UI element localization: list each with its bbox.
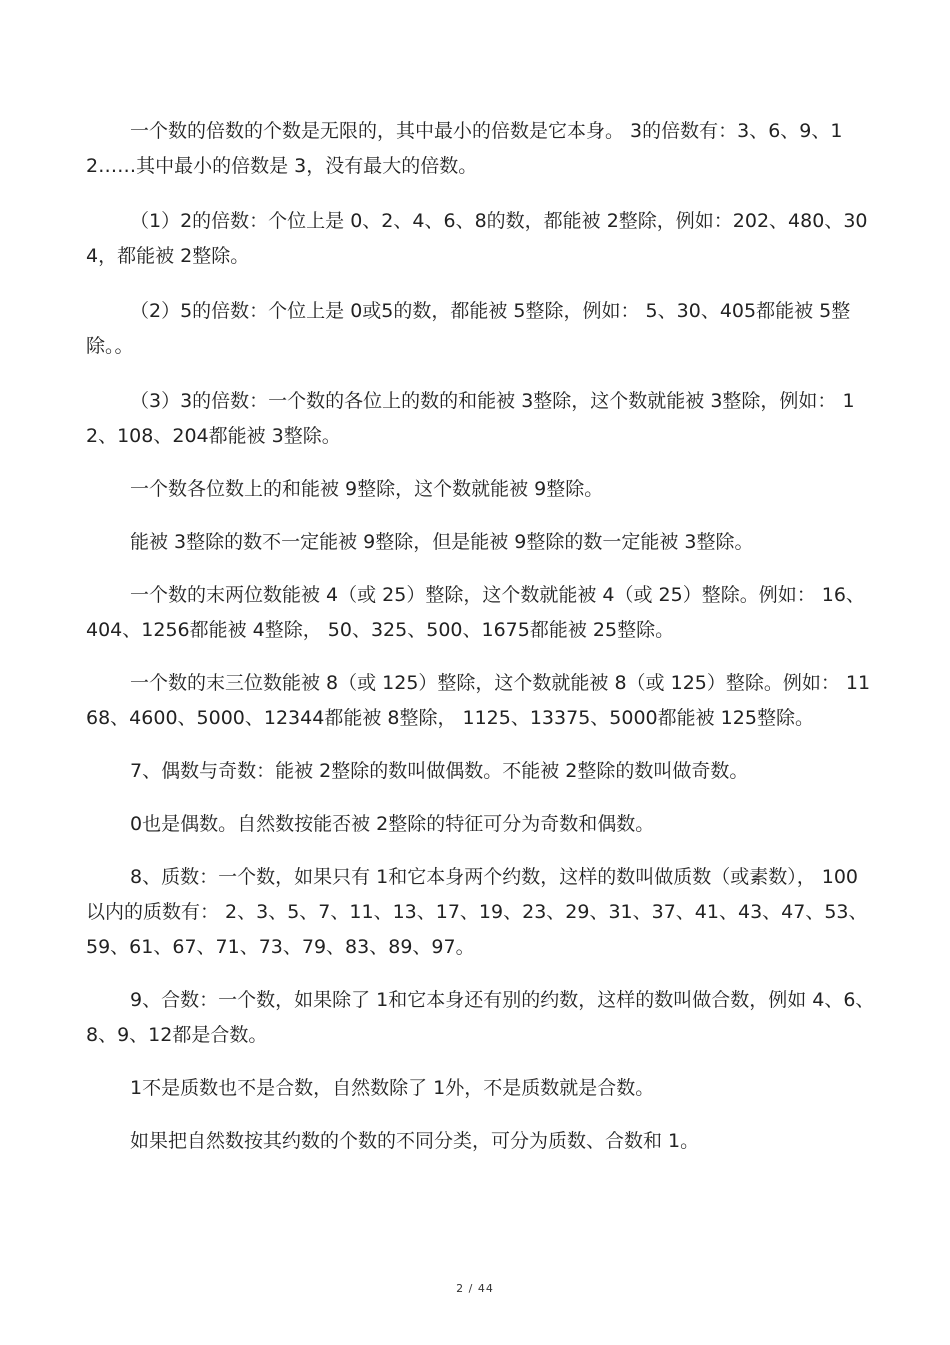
paragraph-divisible-by-4-or-25: 一个数的末两位数能被 4（或 25）整除，这个数就能被 4（或 25）整除。例如： 16、404、1256都能被 4整除， 50、325、500、1675都能被 25整除。	[86, 584, 865, 641]
paragraph-prime-numbers: 8、质数：一个数，如果只有 1和它本身两个约数，这样的数叫做质数（或素数）， 100以内的质数有： 2、3、5、7、11、13、17、19、23、29、31、37、41、43、47、53、59、61、67、71、73、79、83、89、97。	[86, 866, 868, 958]
paragraph-multiples-of-3: （3）3的倍数：一个数的各位上的数的和能被 3整除，这个数就能被 3整除，例如： 12、108、204都能被 3整除。	[86, 390, 855, 447]
paragraph-multiples-of-2: （1）2的倍数：个位上是 0、2、4、6、8的数，都能被 2整除，例如：202、480、304，都能被 2整除。	[86, 210, 868, 267]
paragraph-divisible-by-8-or-125: 一个数的末三位数能被 8（或 125）整除，这个数就能被 8（或 125）整除。例如： 1168、4600、5000、12344都能被 8整除， 1125、13375、5000都能被 125整除。	[86, 672, 871, 729]
document-body	[86, 114, 876, 1159]
paragraph-composite-numbers: 9、合数：一个数，如果除了 1和它本身还有别的约数，这样的数叫做合数，例如 4、6、8、9、12都是合数。	[86, 989, 875, 1046]
page-number-footer: 2 / 44	[456, 1282, 494, 1295]
paragraph-even-odd-definition: 7、偶数与奇数：能被 2整除的数叫做偶数。不能被 2整除的数叫做奇数。	[130, 760, 749, 782]
paragraph-3-and-9-relation: 能被 3整除的数不一定能被 9整除，但是能被 9整除的数一定能被 3整除。	[130, 531, 754, 553]
paragraph-divisible-by-9: 一个数各位数上的和能被 9整除，这个数就能被 9整除。	[130, 478, 604, 500]
paragraph-multiples-intro: 一个数的倍数的个数是无限的，其中最小的倍数是它本身。 3的倍数有：3、6、9、12……其中最小的倍数是 3，没有最大的倍数。	[86, 120, 843, 177]
paragraph-classification: 如果把自然数按其约数的个数的不同分类，可分为质数、合数和 1。	[130, 1130, 700, 1152]
paragraph-multiples-of-5: （2）5的倍数：个位上是 0或5的数，都能被 5整除，例如： 5、30、405都能被 5整除。。	[86, 300, 851, 357]
paragraph-zero-is-even: 0也是偶数。自然数按能否被 2整除的特征可分为奇数和偶数。	[130, 813, 655, 835]
paragraph-one-neither: 1不是质数也不是合数，自然数除了 1外，不是质数就是合数。	[130, 1077, 655, 1099]
